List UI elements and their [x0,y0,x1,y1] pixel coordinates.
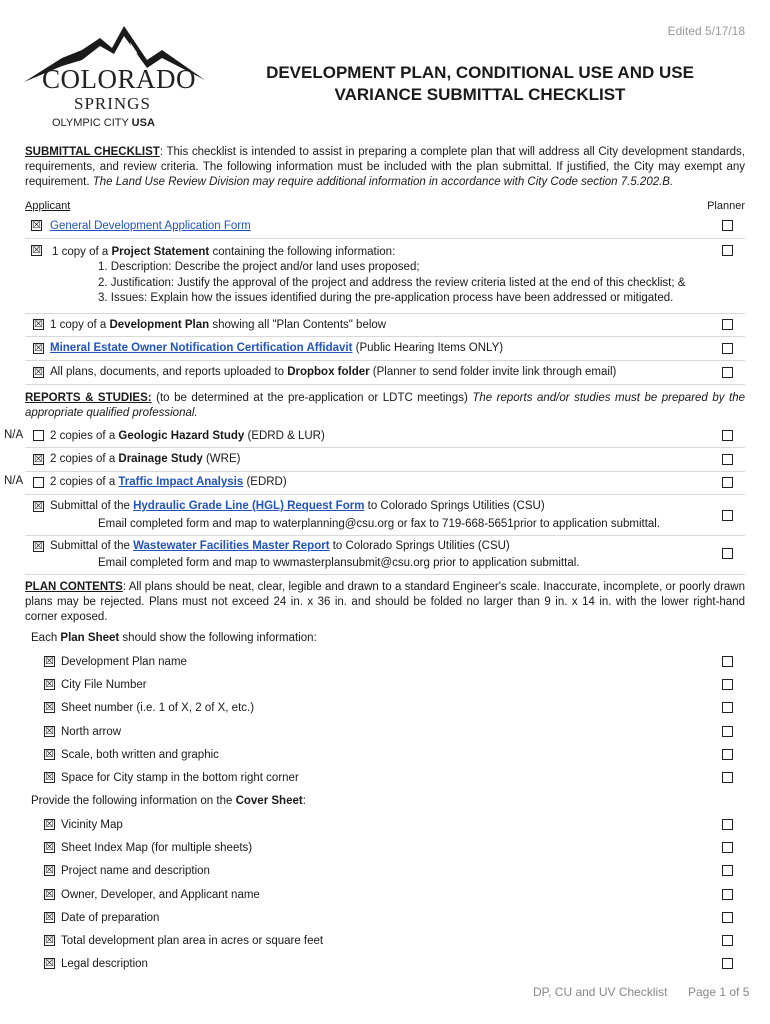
checklist-row-project-statement [25,239,745,314]
planner-column-header: Planner [707,200,745,212]
planner-checkbox[interactable] [722,343,733,354]
list-item [25,698,745,718]
planner-checkbox[interactable] [722,702,733,713]
list-item [25,838,745,858]
planner-checkbox[interactable] [722,477,733,488]
geologic-label: 2 copies of a Geologic Hazard Study (EDRD & LUR) [50,430,325,442]
checklist-row-drainage [25,448,745,472]
applicant-checkbox[interactable]: ☒ [45,842,54,854]
list-item [25,931,745,951]
planner-checkbox[interactable] [722,430,733,441]
applicant-checkbox[interactable]: ☒ [34,501,43,512]
list-item-label: Vicinity Map [61,819,123,831]
planner-checkbox[interactable] [722,454,733,465]
planner-checkbox[interactable] [722,889,733,900]
applicant-checkbox[interactable]: ☒ [45,702,54,714]
edited-date: Edited 5/17/18 [667,24,745,38]
colorado-springs-logo [22,20,207,132]
project-statement-item-1: 1. Description: Describe the project and/or land uses proposed; [98,261,420,273]
planner-checkbox[interactable] [722,510,733,521]
applicant-checkbox[interactable]: ☒ [45,819,54,830]
list-item-label: Legal description [61,958,148,971]
logo-tagline: OLYMPIC CITY USA [52,117,155,129]
planner-checkbox[interactable] [722,656,733,667]
planner-checkbox[interactable] [722,367,733,378]
list-item-label: Development Plan name [61,656,187,668]
logo-word-springs: SPRINGS [74,94,151,113]
planner-checkbox[interactable] [722,548,733,559]
plan-contents-paragraph: PLAN CONTENTS: All plans should be neat, clear, legible and drawn to a standard Engineer's scale. Inaccurate, incomplete, or poorly drawn plans may be rejected. Plans must not exceed 24 in. x 36 in. and should be folded no larger than 9 in. x 14 in. with the lower right-hand corner exposed. [25,581,745,623]
applicant-checkbox[interactable]: ☒ [45,911,54,923]
project-statement-label: 1 copy of a Project Statement containing the following information: [52,246,396,258]
list-item-label: North arrow [61,725,122,738]
wfmr-link[interactable]: Wastewater Facilities Master Report [133,540,330,552]
checklist-row-gda [25,214,745,239]
logo-word-colorado: COLORADO [42,64,197,94]
checklist-row-dropbox [25,361,745,385]
planner-checkbox[interactable] [722,912,733,923]
hgl-instructions: Email completed form and map to waterplanning@csu.org or fax to 719-668-5651prior to application submittal. [98,518,661,530]
checklist-row-hgl [25,495,745,536]
project-statement-item-2: 2. Justification: Justify the approval of the project and address the review criteria listed at the end of this checklist; & [98,277,686,289]
planner-checkbox[interactable] [722,749,733,760]
traffic-link[interactable]: Traffic Impact Analysis [118,476,244,488]
list-item [25,954,745,974]
list-item-label: Total development plan area in acres or square feet [61,935,324,947]
checklist-row-geologic [25,425,745,448]
na-label: N/A [4,475,24,487]
planner-checkbox[interactable] [722,245,733,256]
planner-checkbox[interactable] [722,679,733,690]
list-item [25,652,745,672]
applicant-checkbox[interactable] [33,477,44,488]
development-plan-label: 1 copy of a Development Plan showing all "Plan Contents" below [50,319,387,331]
list-item [25,675,745,695]
wfmr-label: Submittal of the Wastewater Facilities Master Report to Colorado Springs Utilities (CSU) [50,540,510,552]
list-item-label: Sheet Index Map (for multiple sheets) [61,842,253,855]
drainage-label: 2 copies of a Drainage Study (WRE) [50,453,241,465]
checklist-row-development-plan [25,314,745,337]
planner-checkbox[interactable] [722,319,733,330]
applicant-checkbox[interactable]: ☒ [34,343,43,354]
footer-page-number: Page 1 of 5 [688,985,750,999]
applicant-checkbox[interactable]: ☒ [34,541,43,552]
list-item-label: Scale, both written and graphic [61,748,219,761]
planner-checkbox[interactable] [722,842,733,853]
list-item [25,861,745,881]
applicant-checkbox[interactable]: ☒ [45,679,54,691]
reports-studies-paragraph: REPORTS & STUDIES: (to be determined at the pre-application or LDTC meetings) The reports and/or studies must be prepared by the appropriate qualified professional. [25,392,745,419]
checklist-row-wfmr [25,536,745,575]
applicant-checkbox[interactable]: ☒ [32,220,41,231]
applicant-checkbox[interactable]: ☒ [45,725,54,737]
applicant-checkbox[interactable]: ☒ [32,245,41,256]
intro-paragraph: SUBMITTAL CHECKLIST: This checklist is intended to assist in preparing a complete plan that will address all City development standards, requirements, and review criteria. The following information must be included with the plan submittal. If justified, the City may exempt any requirement. The Land Use Review Division may require additional information in accordance with City Code section 7.5.202.B. [25,146,745,188]
mineral-estate-link[interactable]: Mineral Estate Owner Notification Certification Affidavit [50,342,353,354]
plan-sheet-heading: Each Plan Sheet should show the following information: [31,632,317,644]
applicant-checkbox[interactable]: ☒ [34,319,43,330]
planner-checkbox[interactable] [722,772,733,783]
list-item [25,745,745,765]
applicant-checkbox[interactable]: ☒ [45,865,54,877]
planner-checkbox[interactable] [722,865,733,876]
hgl-label: Submittal of the Hydraulic Grade Line (HGL) Request Form to Colorado Springs Utilities (CSU) [50,500,545,512]
applicant-checkbox[interactable]: ☒ [45,888,54,900]
list-item-label: Space for City stamp in the bottom right corner [61,772,299,784]
applicant-checkbox[interactable]: ☒ [45,748,54,760]
applicant-column-header: Applicant [25,200,71,212]
wfmr-instructions: Email completed form and map to wwmasterplansubmit@csu.org prior to application submittal. [98,557,580,569]
planner-checkbox[interactable] [722,220,733,231]
list-item-label: Owner, Developer, and Applicant name [61,888,260,901]
planner-checkbox[interactable] [722,819,733,830]
mineral-estate-label: Mineral Estate Owner Notification Certification Affidavit (Public Hearing Items ONLY) [50,342,504,354]
list-item [25,722,745,742]
applicant-checkbox[interactable]: ☒ [45,935,54,946]
applicant-checkbox[interactable]: ☒ [45,958,54,970]
document-title: DEVELOPMENT PLAN, CONDITIONAL USE AND USE VARIANCE SUBMITTAL CHECKLIST [266,63,694,104]
dropbox-label: All plans, documents, and reports uploaded to Dropbox folder (Planner to send folder invite link through email) [50,366,617,378]
applicant-checkbox[interactable]: ☒ [34,454,43,465]
list-item [25,908,745,928]
applicant-checkbox[interactable]: ☒ [34,367,43,378]
list-item [25,885,745,905]
list-item-label: Project name and description [61,865,210,878]
na-label: N/A [4,429,24,441]
footer-doc-name: DP, CU and UV Checklist [533,985,668,999]
project-statement-item-3: 3. Issues: Explain how the issues identified during the pre-application process have been addressed or mitigated. [98,292,674,304]
checklist-row-mineral-estate [25,337,745,361]
list-item [25,768,745,788]
traffic-label: 2 copies of a Traffic Impact Analysis (EDRD) [50,476,287,488]
list-item-label: City File Number [61,679,147,692]
cover-sheet-heading: Provide the following information on the Cover Sheet: [31,795,306,807]
applicant-checkbox[interactable]: ☒ [45,656,54,667]
applicant-checkbox[interactable] [33,430,44,441]
planner-checkbox[interactable] [722,935,733,946]
planner-checkbox[interactable] [722,958,733,969]
applicant-checkbox[interactable]: ☒ [45,772,54,783]
planner-checkbox[interactable] [722,726,733,737]
gda-link[interactable]: General Development Application Form [50,220,251,232]
list-item-label: Date of preparation [61,911,160,924]
checklist-row-traffic [25,472,745,495]
list-item-label: Sheet number (i.e. 1 of X, 2 of X, etc.) [61,702,255,715]
list-item [25,815,745,835]
hgl-link[interactable]: Hydraulic Grade Line (HGL) Request Form [133,500,365,512]
